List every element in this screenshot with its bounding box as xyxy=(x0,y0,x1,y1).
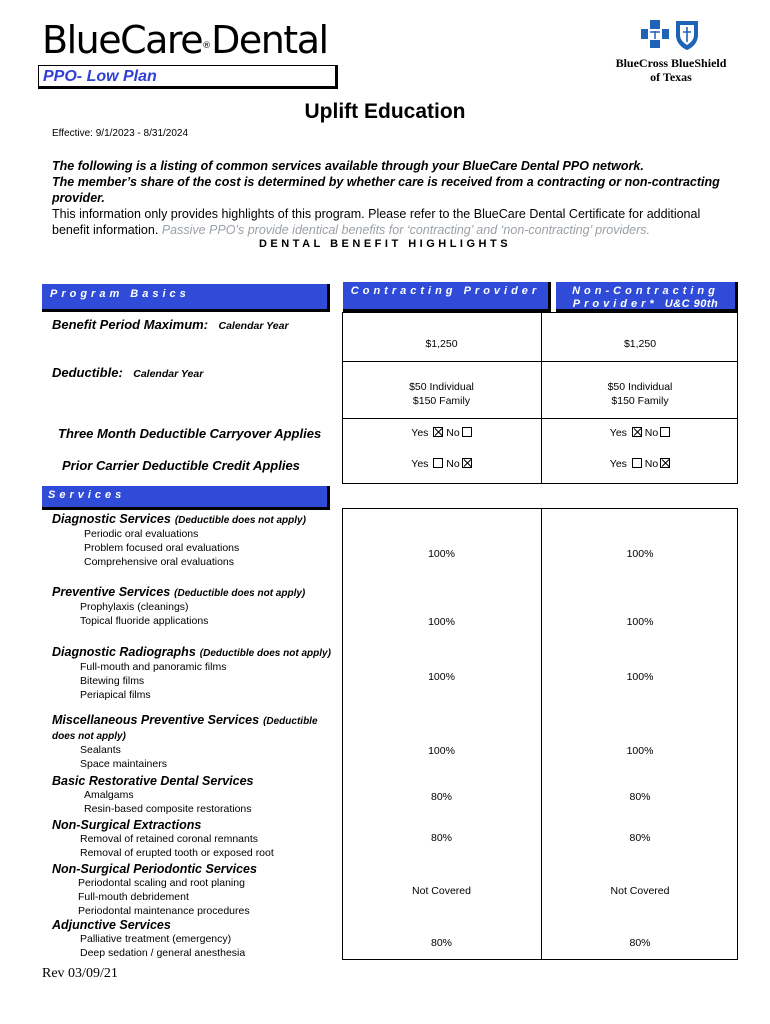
yes-label: Yes xyxy=(609,427,627,439)
no-label: No xyxy=(446,458,460,470)
benefit-period-note: Calendar Year xyxy=(218,320,289,332)
logo-dental-text: Dental xyxy=(211,18,328,62)
insurer-name xyxy=(596,56,746,84)
service-label xyxy=(52,862,337,918)
service-item: Palliative treatment (emergency) xyxy=(80,933,232,945)
service-title: Diagnostic Services xyxy=(52,512,171,526)
service-contracting-value: Not Covered xyxy=(412,885,471,897)
blue-shield-icon xyxy=(676,21,698,50)
no-label: No xyxy=(446,427,460,439)
service-item: Removal of erupted tooth or exposed root xyxy=(80,847,274,859)
deductible-note: Calendar Year xyxy=(133,368,204,380)
yes-unchecked-checkbox xyxy=(632,458,642,468)
service-noncontracting-value: 80% xyxy=(629,832,651,844)
service-title: Non-Surgical Extractions xyxy=(52,818,202,832)
prior-carrier-noncontracting xyxy=(542,458,738,470)
deductible-title: Deductible: xyxy=(52,365,123,380)
service-item: Deep sedation / general anesthesia xyxy=(80,947,246,959)
service-contracting-value: 80% xyxy=(430,791,452,803)
yes-checked-checkbox xyxy=(433,427,443,437)
service-note: (Deductible does not apply) xyxy=(52,716,318,742)
bluecare-dental-logo xyxy=(42,18,328,62)
service-contracting-value: 80% xyxy=(430,937,452,949)
service-note: (Deductible does not apply) xyxy=(174,588,306,599)
benefit-max-noncontracting: $1,250 xyxy=(623,338,657,350)
logo-main-text: BlueCare xyxy=(42,18,203,62)
carryover-noncontracting xyxy=(542,427,738,439)
effective-dates: Effective: 9/1/2023 - 8/31/2024 xyxy=(52,128,189,139)
intro-text xyxy=(52,158,732,238)
yes-label: Yes xyxy=(411,427,429,439)
service-item: Periapical films xyxy=(80,689,151,701)
service-note: (Deductible does not apply) xyxy=(199,648,331,659)
service-title: Miscellaneous Preventive Services xyxy=(52,713,260,727)
prior-carrier-label: Prior Carrier Deductible Credit Applies xyxy=(62,458,300,473)
service-title: Preventive Services xyxy=(52,585,171,599)
service-label xyxy=(52,645,337,702)
dental-benefit-highlights-heading: DENTAL BENEFIT HIGHLIGHTS xyxy=(258,238,512,250)
service-note: (Deductible does not apply) xyxy=(174,515,306,526)
noncontracting-uc-label: U&C 90th xyxy=(664,298,719,310)
revision-date: Rev 03/09/21 xyxy=(42,966,118,981)
yes-unchecked-checkbox xyxy=(433,458,443,468)
blue-cross-icon xyxy=(641,20,669,48)
insurer-line-1: BlueCross BlueShield xyxy=(615,56,727,70)
deductible-nc-family: $150 Family xyxy=(611,395,669,407)
intro-line-2: The member’s share of the cost is determined by whether care is received from a contracting or non-contracting provider. xyxy=(52,175,720,205)
basics-grid-rule xyxy=(342,361,738,362)
no-unchecked-checkbox xyxy=(660,427,670,437)
intro-line-1: The following is a listing of common services available through your BlueCare Dental PPO network. xyxy=(52,159,644,173)
logo-registered-mark: ® xyxy=(202,41,212,51)
service-item: Periodic oral evaluations xyxy=(84,528,199,540)
service-title: Basic Restorative Dental Services xyxy=(52,774,254,788)
service-contracting-value: 100% xyxy=(428,671,455,683)
service-noncontracting-value: 100% xyxy=(626,671,654,683)
intro-line-4: Passive PPO’s provide identical benefits for ‘contracting’ and ‘non-contracting’ providers. xyxy=(161,223,651,237)
service-noncontracting-value: Not Covered xyxy=(610,885,670,897)
service-contracting-value: 80% xyxy=(430,832,452,844)
service-item: Sealants xyxy=(80,744,121,756)
service-noncontracting-value: 100% xyxy=(626,616,654,628)
service-item: Periodontal maintenance procedures xyxy=(78,905,250,917)
bcbs-logo-icon xyxy=(640,18,702,52)
service-item: Amalgams xyxy=(84,789,134,801)
service-title: Adjunctive Services xyxy=(52,918,171,932)
service-contracting-value: 100% xyxy=(428,745,455,757)
service-item: Resin-based composite restorations xyxy=(84,803,252,815)
service-contracting-value: 100% xyxy=(428,548,455,560)
service-noncontracting-value: 80% xyxy=(629,791,651,803)
carryover-label: Three Month Deductible Carryover Applies xyxy=(58,426,322,441)
service-item: Comprehensive oral evaluations xyxy=(84,556,234,568)
program-basics-header: Program Basics xyxy=(42,284,330,312)
deductible-contracting xyxy=(342,380,541,408)
yes-checked-checkbox xyxy=(632,427,642,437)
plan-name-box xyxy=(38,65,338,89)
benefit-max-contracting: $1,250 xyxy=(425,338,458,350)
service-item: Topical fluoride applications xyxy=(80,615,209,627)
carryover-contracting xyxy=(342,427,541,439)
deductible-family: $150 Family xyxy=(412,395,471,407)
yes-label: Yes xyxy=(609,458,627,470)
service-item: Space maintainers xyxy=(80,758,167,770)
prior-carrier-contracting xyxy=(342,458,541,470)
noncontracting-provider-header xyxy=(556,282,738,312)
service-item: Removal of retained coronal remnants xyxy=(80,833,259,845)
benefit-period-label xyxy=(52,316,289,334)
service-label xyxy=(52,585,337,628)
deductible-individual: $50 Individual xyxy=(409,381,474,393)
service-item: Periodontal scaling and root planing xyxy=(78,877,245,889)
service-contracting-value: 100% xyxy=(428,616,455,628)
no-checked-checkbox xyxy=(660,458,670,468)
service-item: Bitewing films xyxy=(80,675,145,687)
noncontracting-header-line-2: Provider* xyxy=(572,298,658,310)
service-label xyxy=(52,774,337,816)
plan-name: PPO- Low Plan xyxy=(43,68,157,85)
noncontracting-header-line-1: Non-Contracting xyxy=(572,285,719,297)
deductible-label xyxy=(52,364,203,382)
benefit-period-title: Benefit Period Maximum: xyxy=(52,317,209,332)
no-label: No xyxy=(644,427,659,439)
service-noncontracting-value: 100% xyxy=(626,548,654,560)
service-label xyxy=(52,918,337,960)
page-title: Uplift Education xyxy=(304,100,466,123)
insurer-line-2: of Texas xyxy=(650,70,692,84)
no-label: No xyxy=(644,458,659,470)
no-checked-checkbox xyxy=(462,458,472,468)
service-noncontracting-value: 80% xyxy=(629,937,651,949)
yes-label: Yes xyxy=(411,458,429,470)
service-title: Non-Surgical Periodontic Services xyxy=(52,862,257,876)
service-noncontracting-value: 100% xyxy=(626,745,654,757)
deductible-nc-individual: $50 Individual xyxy=(607,381,673,393)
deductible-noncontracting xyxy=(542,380,738,408)
contracting-provider-header: Contracting Provider xyxy=(343,282,551,312)
no-unchecked-checkbox xyxy=(462,427,472,437)
intro-line-3: This information only provides highlights of this program. Please refer to the BlueCare Dental Certificate for additional benefit information. xyxy=(52,207,701,237)
basics-grid-rule xyxy=(342,418,738,419)
service-item: Full-mouth and panoramic films xyxy=(80,661,227,673)
service-label xyxy=(52,512,337,569)
services-header: Services xyxy=(42,486,330,510)
service-label xyxy=(52,818,337,860)
service-item: Problem focused oral evaluations xyxy=(84,542,240,554)
service-item: Full-mouth debridement xyxy=(78,891,189,903)
service-title: Diagnostic Radiographs xyxy=(52,645,196,659)
service-item: Prophylaxis (cleanings) xyxy=(80,601,189,613)
service-label xyxy=(52,713,337,771)
